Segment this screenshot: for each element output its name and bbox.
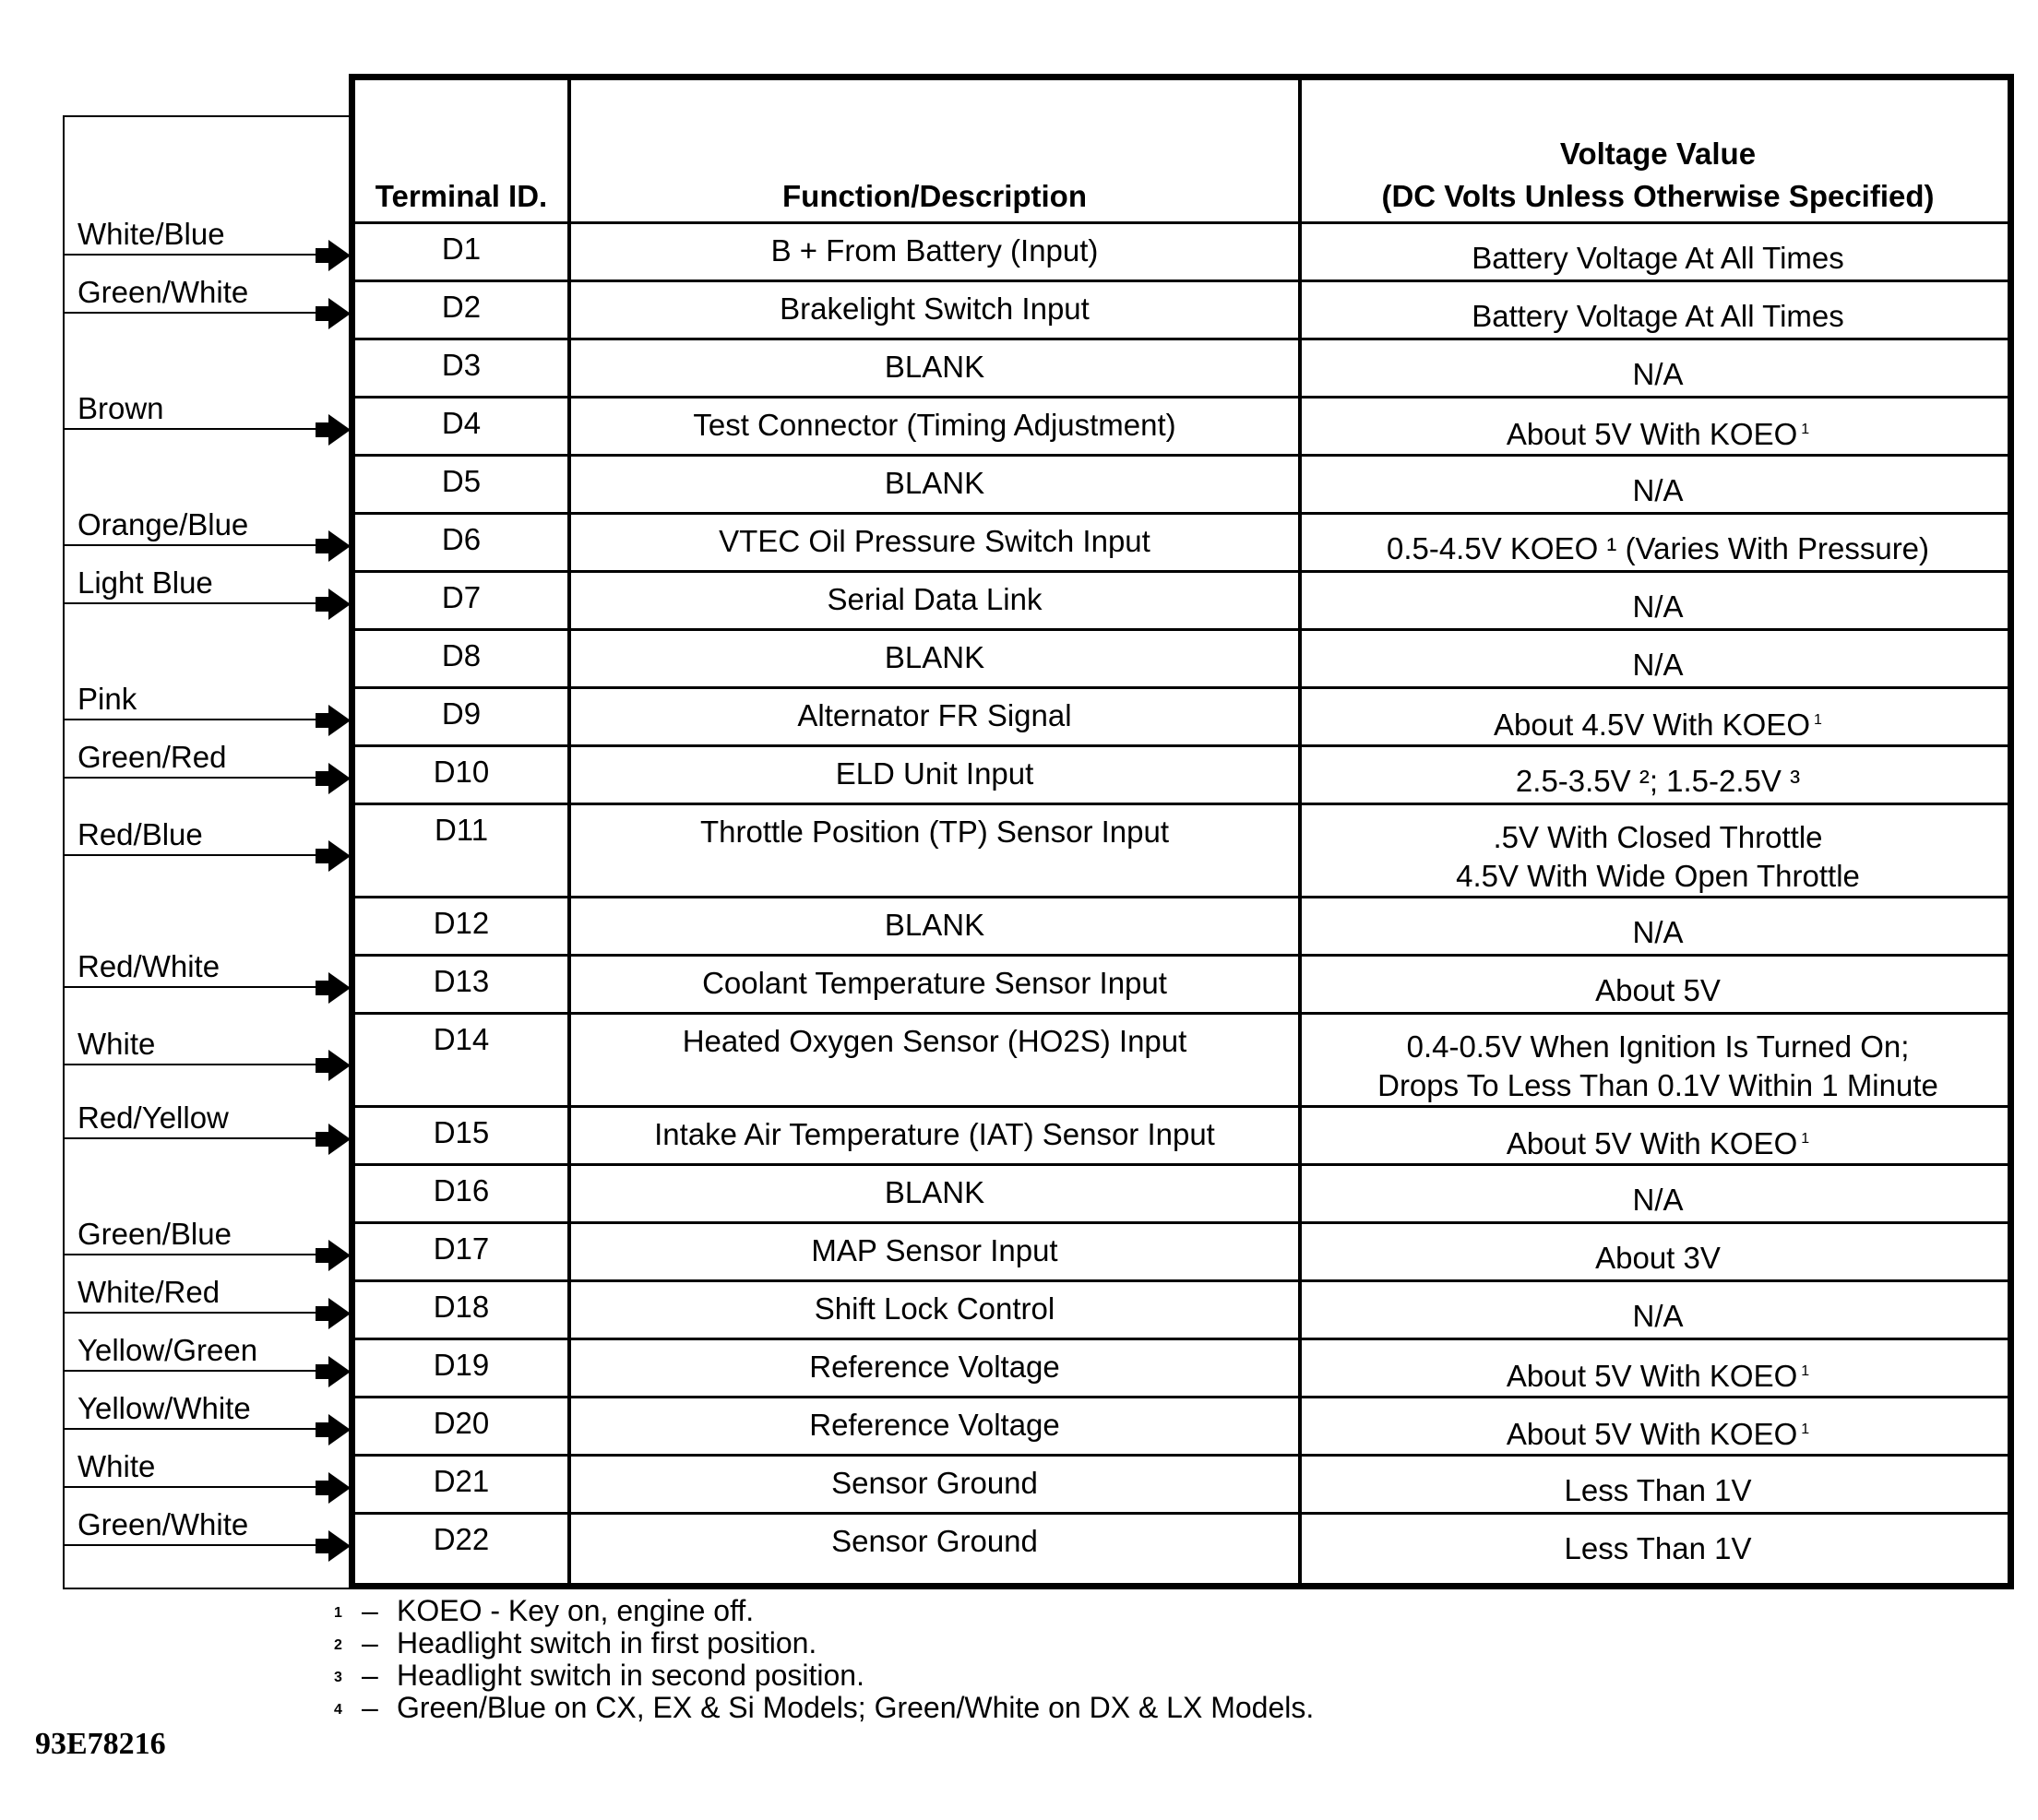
function-description: BLANK: [884, 466, 985, 500]
wire-connection: [65, 1200, 351, 1255]
function-description: Reference Voltage: [809, 1408, 1060, 1442]
wire-color-label: Pink: [77, 681, 137, 716]
header-voltage: Voltage Value: [1559, 137, 1757, 171]
arrow-right-icon: [328, 840, 351, 872]
voltage-value: About 5V With KOEO: [1506, 1359, 1798, 1393]
function-description: MAP Sensor Input: [811, 1233, 1058, 1267]
footnote-ref: 1: [1814, 712, 1822, 728]
footnote-text: Headlight switch in first position.: [397, 1626, 817, 1659]
terminal-id: D5: [441, 464, 482, 498]
terminal-id: D10: [433, 755, 490, 789]
wire-line: [65, 544, 323, 546]
footnotes: [334, 1596, 1314, 1725]
wire-connection: [65, 1010, 351, 1065]
function-description: Sensor Ground: [831, 1524, 1038, 1558]
wire-line: [65, 777, 323, 779]
terminal-id: D3: [441, 348, 482, 382]
table-row: [355, 396, 2008, 457]
voltage-value: N/A: [1632, 356, 1684, 391]
footnote: 4 – Green/Blue on CX, EX & Si Models; Green/White on DX & LX Models.: [334, 1691, 1315, 1724]
terminal-id: D12: [433, 906, 490, 940]
table-row: [355, 896, 2008, 957]
footnote: 3 – Headlight switch in second position.: [334, 1659, 864, 1692]
footnote-mark: 3: [334, 1670, 342, 1685]
wire-line: [65, 602, 323, 604]
function-description: Shift Lock Control: [814, 1291, 1055, 1326]
header-function: Function/Description: [782, 179, 1087, 213]
footnote: 2 – Headlight switch in first position.: [334, 1626, 817, 1659]
wire-color-label: Yellow/White: [77, 1390, 251, 1425]
wire-color-label: White/Red: [77, 1274, 220, 1309]
voltage-value: N/A: [1632, 1298, 1684, 1333]
footnote-text: KOEO - Key on, engine off.: [397, 1594, 755, 1627]
wire-connection: [65, 549, 351, 604]
table-header: [355, 80, 2008, 221]
wire-line: [65, 1428, 323, 1430]
wire-color-label: White: [77, 1026, 156, 1061]
wire-color-label: Green/Red: [77, 739, 227, 774]
function-description: VTEC Oil Pressure Switch Input: [719, 524, 1150, 558]
voltage-value: Less Than 1V: [1564, 1530, 1752, 1565]
voltage-value: N/A: [1632, 647, 1684, 682]
wire-line: [65, 1486, 323, 1488]
table-row: [355, 570, 2008, 631]
terminal-id: D15: [433, 1115, 490, 1149]
table-row: [355, 1221, 2008, 1282]
voltage-value: About 5V With KOEO: [1506, 417, 1798, 451]
arrow-right-icon: [328, 1530, 351, 1562]
voltage-value: 0.4-0.5V When Ignition Is Turned On;: [1406, 1029, 1910, 1064]
terminal-id: D7: [441, 580, 482, 614]
voltage-value: N/A: [1632, 1182, 1684, 1217]
arrow-right-icon: [328, 972, 351, 1004]
function-description: BLANK: [884, 350, 985, 384]
wire-color-label: Green/Blue: [77, 1216, 232, 1251]
table-row: [355, 512, 2008, 573]
wire-connection: [65, 200, 351, 256]
wire-line: [65, 254, 323, 256]
wire-connection: [65, 1258, 351, 1314]
voltage-value: 0.5-4.5V KOEO ¹ (Varies With Pressure): [1386, 530, 1930, 565]
footnote: 1 – KOEO - Key on, engine off.: [334, 1594, 755, 1627]
function-description: Brakelight Switch Input: [780, 291, 1090, 326]
wire-line: [65, 719, 323, 720]
voltage-value: Battery Voltage At All Times: [1472, 240, 1844, 275]
table-row: [355, 1163, 2008, 1224]
table-row: [355, 1338, 2008, 1398]
terminal-id: D2: [441, 290, 482, 324]
wire-line: [65, 1312, 323, 1314]
header-voltage-note: (DC Volts Unless Otherwise Specified): [1381, 179, 1935, 213]
table-row: [355, 803, 2008, 898]
wire-line: [65, 1370, 323, 1372]
footnote-mark: 4: [334, 1702, 342, 1718]
table-row: [355, 1454, 2008, 1515]
voltage-value: .5V With Closed Throttle: [1493, 819, 1823, 854]
arrow-right-icon: [328, 298, 351, 329]
table-row: [355, 628, 2008, 689]
wire-connection: [65, 1316, 351, 1372]
table-row: [355, 338, 2008, 398]
footnote-ref: 1: [1801, 1363, 1810, 1379]
function-description: BLANK: [884, 908, 985, 942]
function-description: Heated Oxygen Sensor (HO2S) Input: [682, 1024, 1187, 1058]
arrow-right-icon: [328, 763, 351, 794]
table-row: [355, 1012, 2008, 1108]
terminal-id: D6: [441, 522, 482, 556]
voltage-value: About 5V With KOEO: [1506, 1417, 1798, 1451]
terminal-id: D13: [433, 964, 490, 998]
wire-color-label: Green/White: [77, 274, 249, 309]
arrow-right-icon: [328, 414, 351, 446]
wire-color-label: Brown: [77, 390, 164, 425]
table-row: [355, 686, 2008, 747]
wire-line: [65, 312, 323, 314]
voltage-value: N/A: [1632, 914, 1684, 949]
wire-connection: [65, 258, 351, 314]
table-row: [355, 1396, 2008, 1457]
wire-line: [65, 1137, 323, 1139]
terminal-id: D19: [433, 1348, 490, 1382]
wire-line: [65, 1254, 323, 1255]
arrow-right-icon: [328, 1124, 351, 1155]
wire-color-label: White/Blue: [77, 216, 225, 251]
wire-connection: [65, 933, 351, 988]
voltage-value: About 5V With KOEO: [1506, 1126, 1798, 1160]
wire-connection: [65, 491, 351, 546]
wire-connection: [65, 1433, 351, 1488]
wire-color-label: White: [77, 1448, 156, 1483]
footnote-ref: 1: [1801, 422, 1810, 437]
wire-color-label: Red/White: [77, 948, 220, 983]
wire-connection: [65, 1491, 351, 1546]
wire-color-label: Light Blue: [77, 565, 213, 600]
wire-connection: [65, 375, 351, 430]
function-description: Alternator FR Signal: [797, 698, 1072, 732]
function-description: Throttle Position (TP) Sensor Input: [699, 815, 1170, 849]
terminal-id: D17: [433, 1231, 490, 1266]
wire-line: [65, 1064, 323, 1065]
table-row: [355, 954, 2008, 1015]
function-description: Serial Data Link: [827, 582, 1043, 616]
function-description: Coolant Temperature Sensor Input: [702, 966, 1167, 1000]
wire-color-label: Orange/Blue: [77, 506, 249, 541]
function-description: Reference Voltage: [809, 1350, 1060, 1384]
arrow-right-icon: [328, 589, 351, 620]
wire-line: [65, 428, 323, 430]
footnote-text: Headlight switch in second position.: [397, 1659, 864, 1692]
terminal-id: D4: [441, 406, 482, 440]
header-terminal-id: Terminal ID.: [375, 179, 548, 213]
terminal-id: D22: [433, 1522, 490, 1556]
footnote-mark: 1: [334, 1605, 342, 1621]
function-description: BLANK: [884, 640, 985, 674]
voltage-value: About 5V: [1595, 972, 1721, 1007]
voltage-value: Battery Voltage At All Times: [1472, 298, 1844, 333]
voltage-value: Less Than 1V: [1564, 1472, 1752, 1507]
table-row: [355, 280, 2008, 340]
wire-color-label: Red/Yellow: [77, 1100, 229, 1135]
terminal-id: D14: [433, 1022, 490, 1056]
wire-connection: [65, 801, 351, 856]
wire-connection: [65, 665, 351, 720]
terminal-id: D1: [441, 232, 482, 266]
function-description: Test Connector (Timing Adjustment): [693, 408, 1176, 442]
wire-connection: [65, 1374, 351, 1430]
terminal-id: D8: [441, 638, 482, 672]
arrow-right-icon: [328, 1050, 351, 1081]
terminal-id: D18: [433, 1290, 490, 1324]
function-description: ELD Unit Input: [835, 756, 1034, 791]
wire-line: [65, 986, 323, 988]
wire-line: [65, 854, 323, 856]
wire-connection: [65, 723, 351, 779]
figure-id: 93E78216: [35, 1727, 166, 1761]
terminal-id: D21: [433, 1464, 490, 1498]
terminal-id: D11: [434, 813, 489, 847]
wire-color-label: Green/White: [77, 1506, 249, 1541]
wire-color-label: Yellow/Green: [77, 1332, 258, 1367]
wire-line: [65, 1544, 323, 1546]
voltage-value: N/A: [1632, 589, 1684, 624]
wire-color-column: [63, 115, 349, 1589]
footnote-ref: 1: [1801, 1422, 1810, 1437]
function-description: Sensor Ground: [831, 1466, 1038, 1500]
table-row: [355, 221, 2008, 282]
footnote-text: Green/Blue on CX, EX & Si Models; Green/White on DX & LX Models.: [397, 1691, 1315, 1724]
voltage-value: 2.5-3.5V ²; 1.5-2.5V ³: [1515, 763, 1801, 798]
voltage-value: About 3V: [1595, 1240, 1721, 1275]
wire-color-label: Red/Blue: [77, 816, 203, 851]
table-row: [355, 1105, 2008, 1166]
function-description: B + From Battery (Input): [770, 233, 1099, 268]
voltage-value: Drops To Less Than 0.1V Within 1 Minute: [1377, 1067, 1938, 1102]
table-row: [355, 1512, 2008, 1573]
function-description: BLANK: [884, 1175, 985, 1209]
voltage-value: About 4.5V With KOEO: [1494, 708, 1811, 742]
table-row: [355, 744, 2008, 805]
terminal-id: D20: [433, 1406, 490, 1440]
footnote-ref: 1: [1801, 1131, 1810, 1147]
function-description: Intake Air Temperature (IAT) Sensor Input: [654, 1117, 1215, 1151]
voltage-value: N/A: [1632, 472, 1684, 507]
table-row: [355, 1279, 2008, 1340]
terminal-table: [349, 74, 2014, 1589]
footnote-mark: 2: [334, 1637, 342, 1653]
terminal-id: D16: [433, 1173, 490, 1207]
table-row: [355, 454, 2008, 515]
wire-connection: [65, 1084, 351, 1139]
terminal-id: D9: [441, 696, 482, 731]
voltage-value: 4.5V With Wide Open Throttle: [1456, 858, 1860, 893]
